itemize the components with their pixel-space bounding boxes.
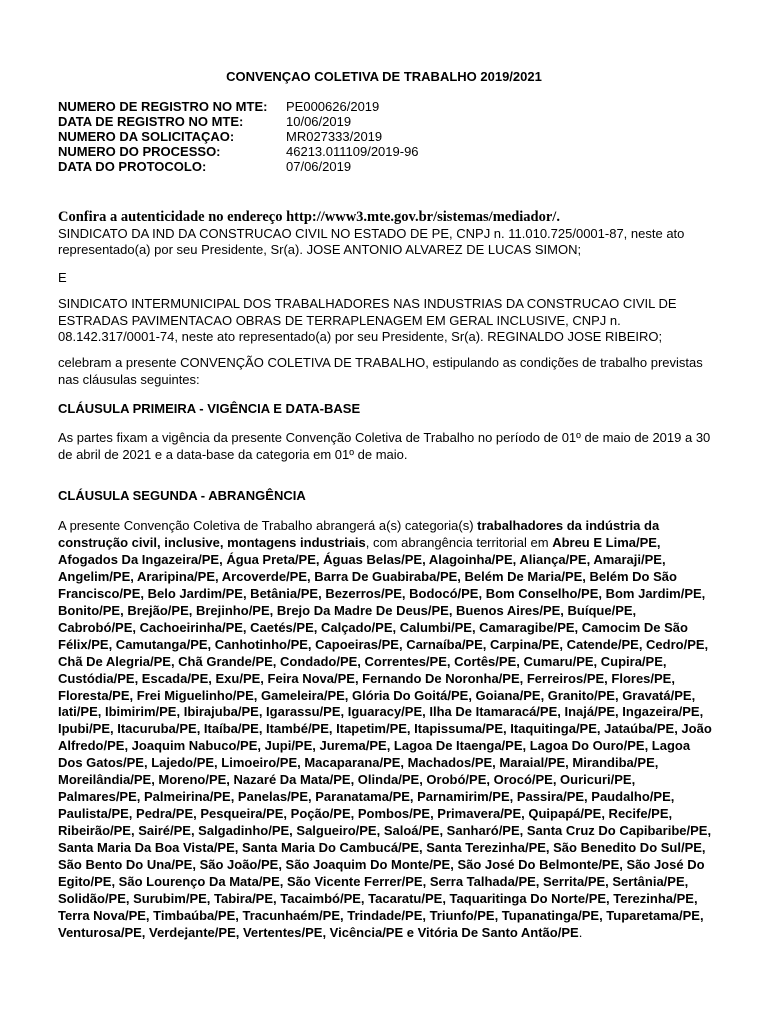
meta-label: DATA DE REGISTRO NO MTE: [58, 114, 244, 129]
document-title: CONVENÇAO COLETIVA DE TRABALHO 2019/2021 [226, 69, 542, 84]
clause2-category: trabalhadores da indústria da construção civil, inclusive, montagens industriais [58, 518, 660, 550]
meta-value: 10/06/2019 [286, 114, 352, 129]
parties-block [58, 209, 713, 259]
meta-row [58, 159, 419, 174]
party-employer: SINDICATO DA IND DA CONSTRUCAO CIVIL NO ESTADO DE PE, CNPJ n. 11.010.725/0001-87, neste ato representado(a) por seu Presidente, Sr(a). JOSE ANTONIO ALVAREZ DE LUCAS SIMON; [58, 225, 685, 258]
clause2-text-a: A presente Convenção Coletiva de Trabalho abrangerá a(s) categoria(s) [58, 518, 478, 533]
clause2-text-b: , com abrangência territorial em [365, 534, 553, 550]
clause2-text [58, 518, 713, 942]
meta-value: 46213.011109/2019-96 [286, 144, 419, 159]
meta-label: NUMERO DE REGISTRO NO MTE: [58, 99, 268, 114]
meta-row [58, 129, 419, 144]
meta-label: NUMERO DA SOLICITAÇAO: [58, 129, 235, 144]
meta-label: DATA DO PROTOCOLO: [58, 159, 207, 174]
clause2-cities: Abreu E Lima/PE, Afogados Da Ingazeira/PE, Água Preta/PE, Águas Belas/PE, Alagoinha/PE, Aliança/PE, Amaraji/PE, Angelim/PE, Araripina/PE, Arcoverde/PE, Barra De Guabiraba/PE, Belém De Maria/PE, Belém Do São Francisco/PE, Belo Jardim/PE, Betânia/PE, Bezerros/PE, Bodocó/PE, Bom Conselho/PE, Bom Jardim/PE, Bonito/PE, Brejão/PE, Brejinho/PE, Brejo Da Madre De Deus/PE, Buenos Aires/PE, Buíque/PE, Cabrobó/PE, Cachoeirinha/PE, Caetés/PE, Calçado/PE, Calumbi/PE, Camaragibe/PE, Camocim De São Félix/PE, Camutanga/PE, Canhotinho/PE, Capoeiras/PE, Carnaíba/PE, Carpina/PE, Catende/PE, Cedro/PE, Chã De Alegria/PE, Chã Grande/PE, Condado/PE, Correntes/PE, Cortês/PE, Cumaru/PE, Cupira/PE, Custódia/PE, Escada/PE, Exu/PE, Feira Nova/PE, Fernando De Noronha/PE, Ferreiros/PE, Flores/PE, Floresta/PE, Frei Miguelinho/PE, Gameleira/PE, Glória Do Goitá/PE, Goiana/PE, Granito/PE, Gravatá/PE, Iati/PE, Ibimirim/PE, Ibirajuba/PE, Igarassu/PE, Iguaracy/PE, Ilha De Itamaracá/PE, Inajá/PE, Ingazeira/PE, Ipubi/PE, Itacuruba/PE, Itaíba/PE, Itambé/PE, Itapetim/PE, Itapissuma/PE, Itaquitinga/PE, Jataúba/PE, João Alfredo/PE, Joaquim Nabuco/PE, Jupi/PE, Jurema/PE, Lagoa De Itaenga/PE, Lagoa Do Ouro/PE, Lagoa Dos Gatos/PE, Lajedo/PE, Limoeiro/PE, Macaparana/PE, Machados/PE, Maraial/PE, Mirandiba/PE, Moreilândia/PE, Moreno/PE, Nazaré Da Mata/PE, Olinda/PE, Orobó/PE, Orocó/PE, Ouricuri/PE, Palmares/PE, Palmeirina/PE, Panelas/PE, Paranatama/PE, Parnamirim/PE, Passira/PE, Paudalho/PE, Paulista/PE, Pedra/PE, Pesqueira/PE, Poção/PE, Pombos/PE, Primavera/PE, Quipapá/PE, Recife/PE, Ribeirão/PE, Sairé/PE, Salgadinho/PE, Salgueiro/PE, Saloá/PE, Sanharó/PE, Santa Cruz Do Capibaribe/PE, Santa Maria Da Boa Vista/PE, Santa Maria Do Cambucá/PE, Santa Terezinha/PE, São Benedito Do Sul/PE, São Bento Do Una/PE, São João/PE, São Joaquim Do Monte/PE, São José Do Belmonte/PE, São José Do Egito/PE, São Lourenço Da Mata/PE, São Vicente Ferrer/PE, Serra Talhada/PE, Serrita/PE, Sertânia/PE, Solidão/PE, Surubim/PE, Tabira/PE, Tacaimbó/PE, Tacaratu/PE, Taquaritinga Do Norte/PE, Terezinha/PE, Terra Nova/PE, Timbaúba/PE, Tracunhaém/PE, Trindade/PE, Triunfo/PE, Tupanatinga/PE, Tuparetama/PE, Venturosa/PE, Verdejante/PE, Vertentes/PE, Vicência/PE e Vitória De Santo Antão/PE [58, 534, 712, 940]
meta-row [58, 114, 419, 129]
clause1-text: As partes fixam a vigência da presente Convenção Coletiva de Trabalho no período de 01º de maio de 2019 a 30 de abril de 2021 e a data-base da categoria em 01º de maio. [58, 430, 711, 462]
meta-label: NUMERO DO PROCESSO: [58, 144, 221, 159]
meta-value: PE000626/2019 [286, 99, 380, 114]
meta-row [58, 144, 419, 159]
registration-meta [58, 99, 419, 174]
authenticity-notice: Confira a autenticidade no endereço http://www3.mte.gov.br/sistemas/mediador/. [58, 209, 560, 225]
clause2-end: . [578, 924, 583, 940]
connector-text: E [58, 270, 67, 285]
meta-value: 07/06/2019 [286, 159, 352, 174]
party-workers: SINDICATO INTERMUNICIPAL DOS TRABALHADORES NAS INDUSTRIAS DA CONSTRUCAO CIVIL DE ESTRADAS PAVIMENTACAO OBRAS DE TERRAPLENAGEM EM GERAL INCLUSIVE, CNPJ n. 08.142.317/0001-74, neste ato representado(a) por seu Presidente, Sr(a). REGINALDO JOSE RIBEIRO; [58, 296, 677, 345]
clause1-heading: CLÁUSULA PRIMEIRA - VIGÊNCIA E DATA-BASE [58, 401, 361, 416]
clause2-heading: CLÁUSULA SEGUNDA - ABRANGÊNCIA [58, 488, 306, 503]
meta-value: MR027333/2019 [286, 129, 383, 144]
intro-paragraph: celebram a presente CONVENÇÃO COLETIVA DE TRABALHO, estipulando as condições de trabalho previstas nas cláusulas seguintes: [58, 355, 703, 387]
meta-row [58, 99, 419, 114]
